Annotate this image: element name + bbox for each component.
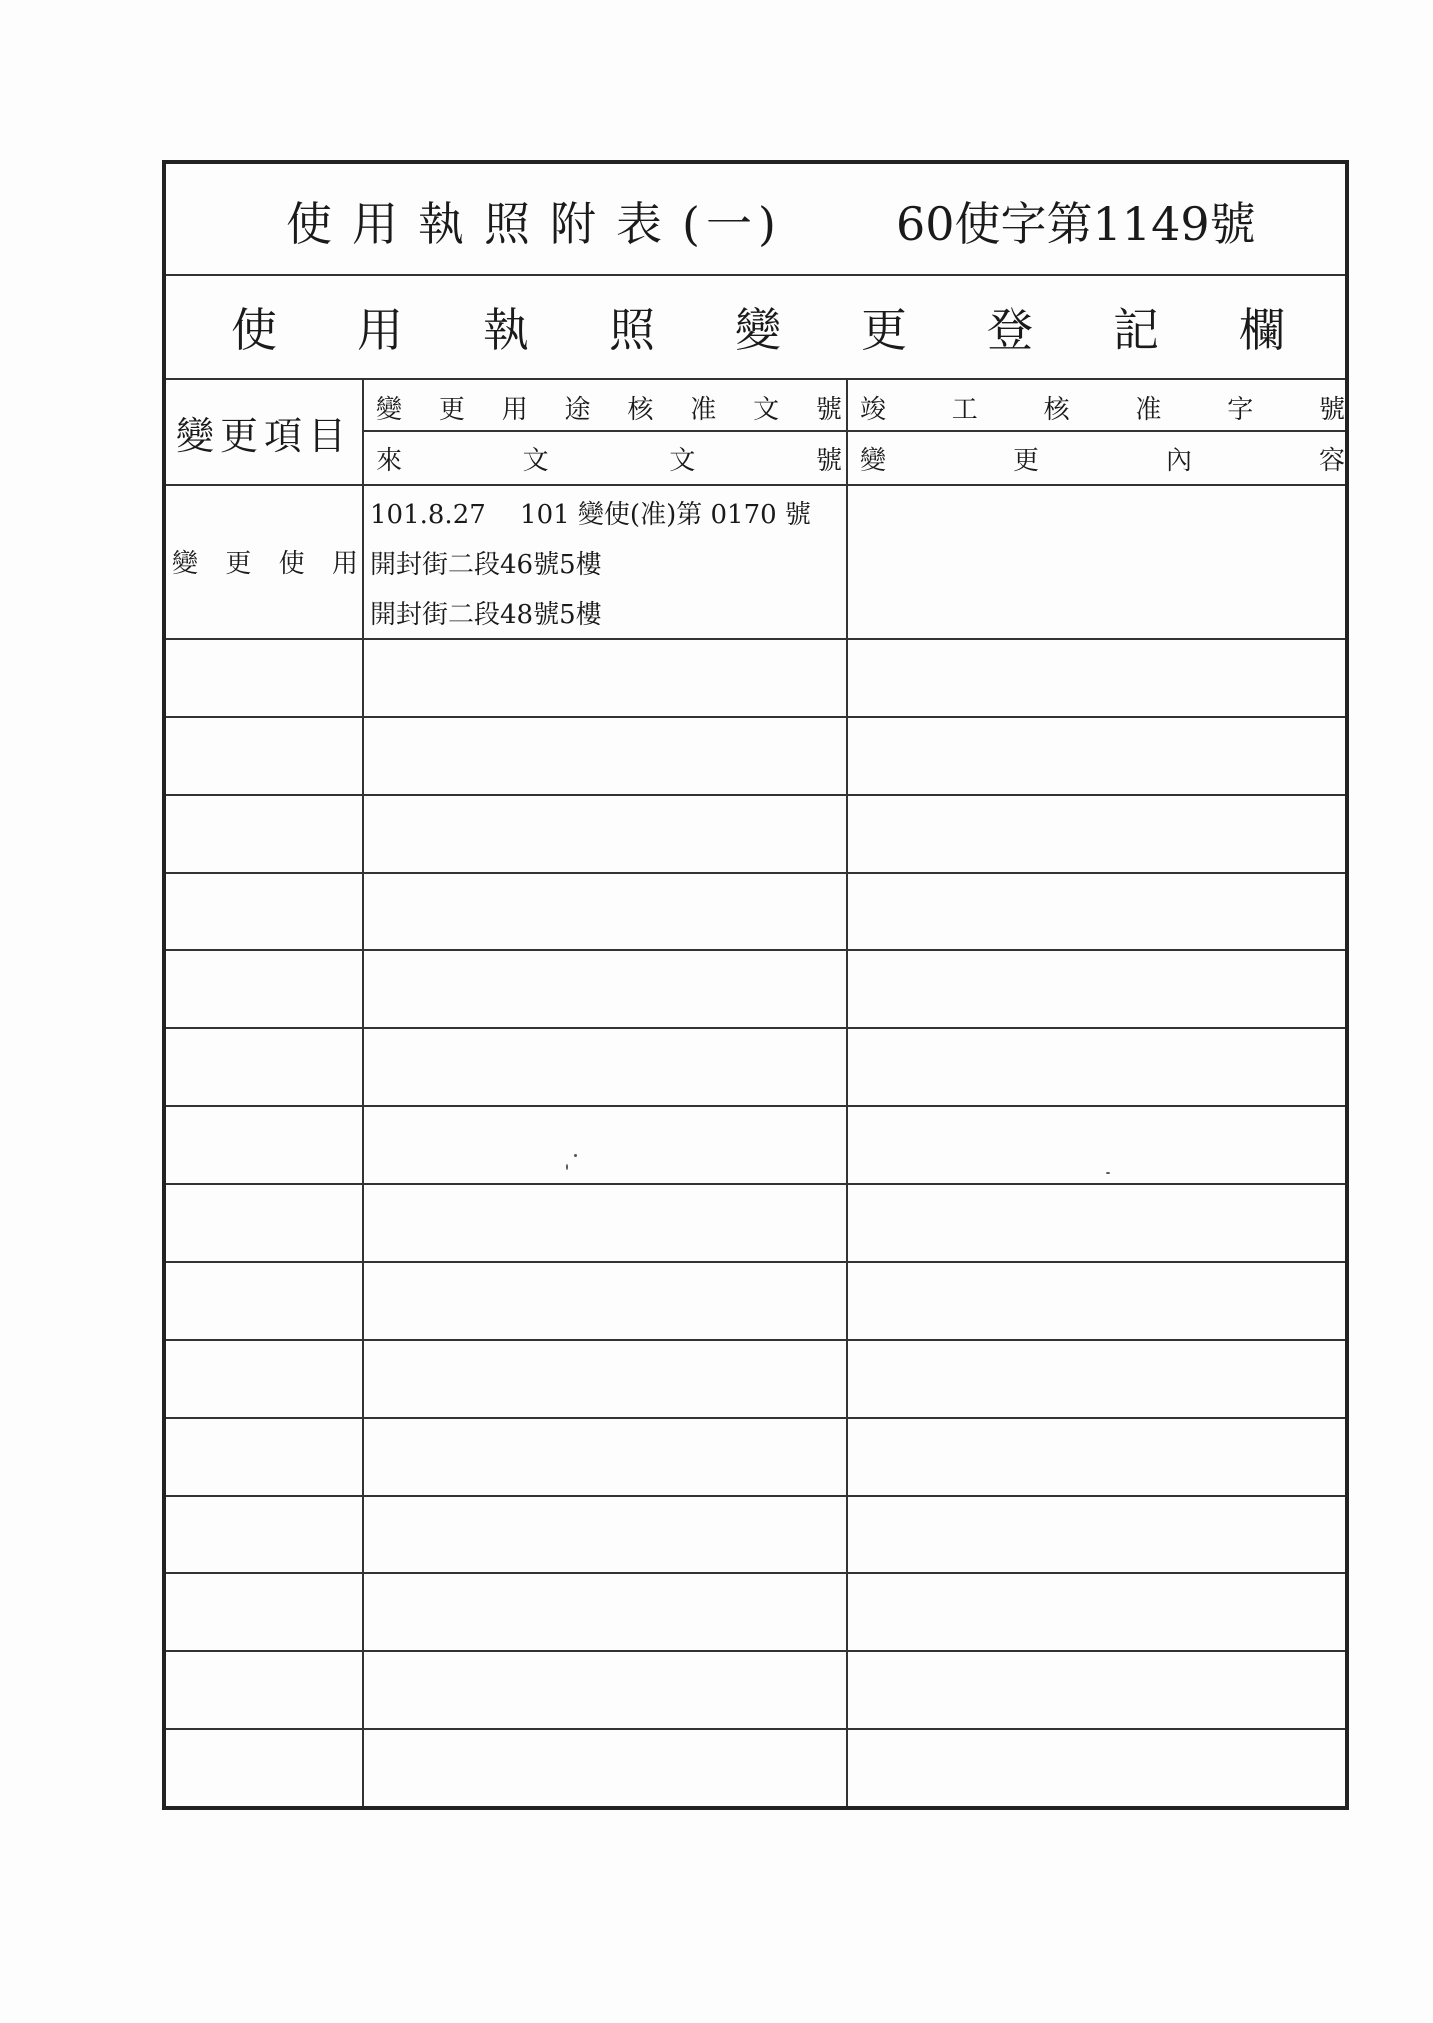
entry-item-char: 用 [331,548,358,579]
header-char: 更 [1012,445,1039,476]
row-divider [166,794,1345,796]
header-char: 變 [860,445,887,476]
change-content-header [852,432,1349,484]
header-char: 文 [753,394,780,425]
banner-char: 照 [609,303,655,357]
row-divider [166,1183,1345,1185]
header-char: 准 [690,394,717,425]
change-item-header: 變更項目 [175,414,352,458]
entry-doc-line: 開封街二段46號5樓 [370,550,602,580]
entry-item-char: 更 [225,548,252,579]
incoming-doc-header [370,432,846,484]
banner-char: 變 [735,303,781,357]
scan-speck [566,1164,568,1170]
title-char: 用 [352,197,404,251]
form-title [286,188,782,254]
header-char: 變 [376,394,403,425]
row-divider [166,949,1345,951]
banner-char: 欄 [1239,303,1285,357]
header-char: 文 [669,445,696,476]
entry-doc-lines [370,486,840,640]
banner-char: 更 [861,303,907,357]
scan-speck [1106,1172,1110,1174]
header-char: 更 [438,394,465,425]
row-divider [166,1105,1345,1107]
header-char: 來 [376,445,403,476]
header-char: 文 [522,445,549,476]
column-divider [362,378,364,1806]
banner-char: 記 [1113,303,1159,357]
header-char: 核 [627,394,654,425]
divider [364,430,1345,432]
title-char: 表 [616,197,668,251]
row-divider [166,716,1345,718]
license-number: 60使字第1149號 [896,197,1256,251]
title-suffix: (一) [682,197,782,251]
banner-char: 用 [357,303,403,357]
scan-speck [574,1154,577,1157]
header-char: 竣 [860,394,887,425]
column-divider [846,378,848,1806]
title-char: 附 [550,197,602,251]
form-title-row [166,164,1345,274]
banner-char: 使 [231,303,277,357]
row-divider [166,1572,1345,1574]
entry-doc-line: 開封街二段48號5樓 [370,600,602,630]
license-form [162,160,1349,1810]
row-divider [166,638,1345,640]
header-char: 內 [1165,445,1192,476]
completion-no-header [852,382,1349,432]
title-char: 照 [484,197,536,251]
banner-char: 執 [483,303,529,357]
entry-doc-line: 101.8.27 101 變使(准)第 0170 號 [370,500,811,530]
header-char: 號 [1318,394,1345,425]
banner-char: 登 [987,303,1033,357]
header-char: 號 [815,445,842,476]
row-divider [166,1417,1345,1419]
row-divider [166,1650,1345,1652]
header-char: 工 [951,394,978,425]
header-char: 核 [1043,394,1070,425]
header-char: 准 [1135,394,1162,425]
row-divider [166,1339,1345,1341]
entry-item-char: 使 [278,548,305,579]
header-char: 字 [1227,394,1254,425]
row-divider [166,1261,1345,1263]
header-char: 用 [501,394,528,425]
title-char: 執 [418,197,470,251]
header-char: 號 [815,394,842,425]
row-divider [166,1495,1345,1497]
header-char: 途 [564,394,591,425]
row-divider [166,1728,1345,1730]
title-char: 使 [286,197,338,251]
row-divider [166,872,1345,874]
row-divider [166,1027,1345,1029]
section-banner [166,276,1345,378]
header-char: 容 [1318,445,1345,476]
entry-item [166,486,362,636]
approval-doc-no-header [370,382,846,432]
entry-item-char: 變 [172,548,199,579]
